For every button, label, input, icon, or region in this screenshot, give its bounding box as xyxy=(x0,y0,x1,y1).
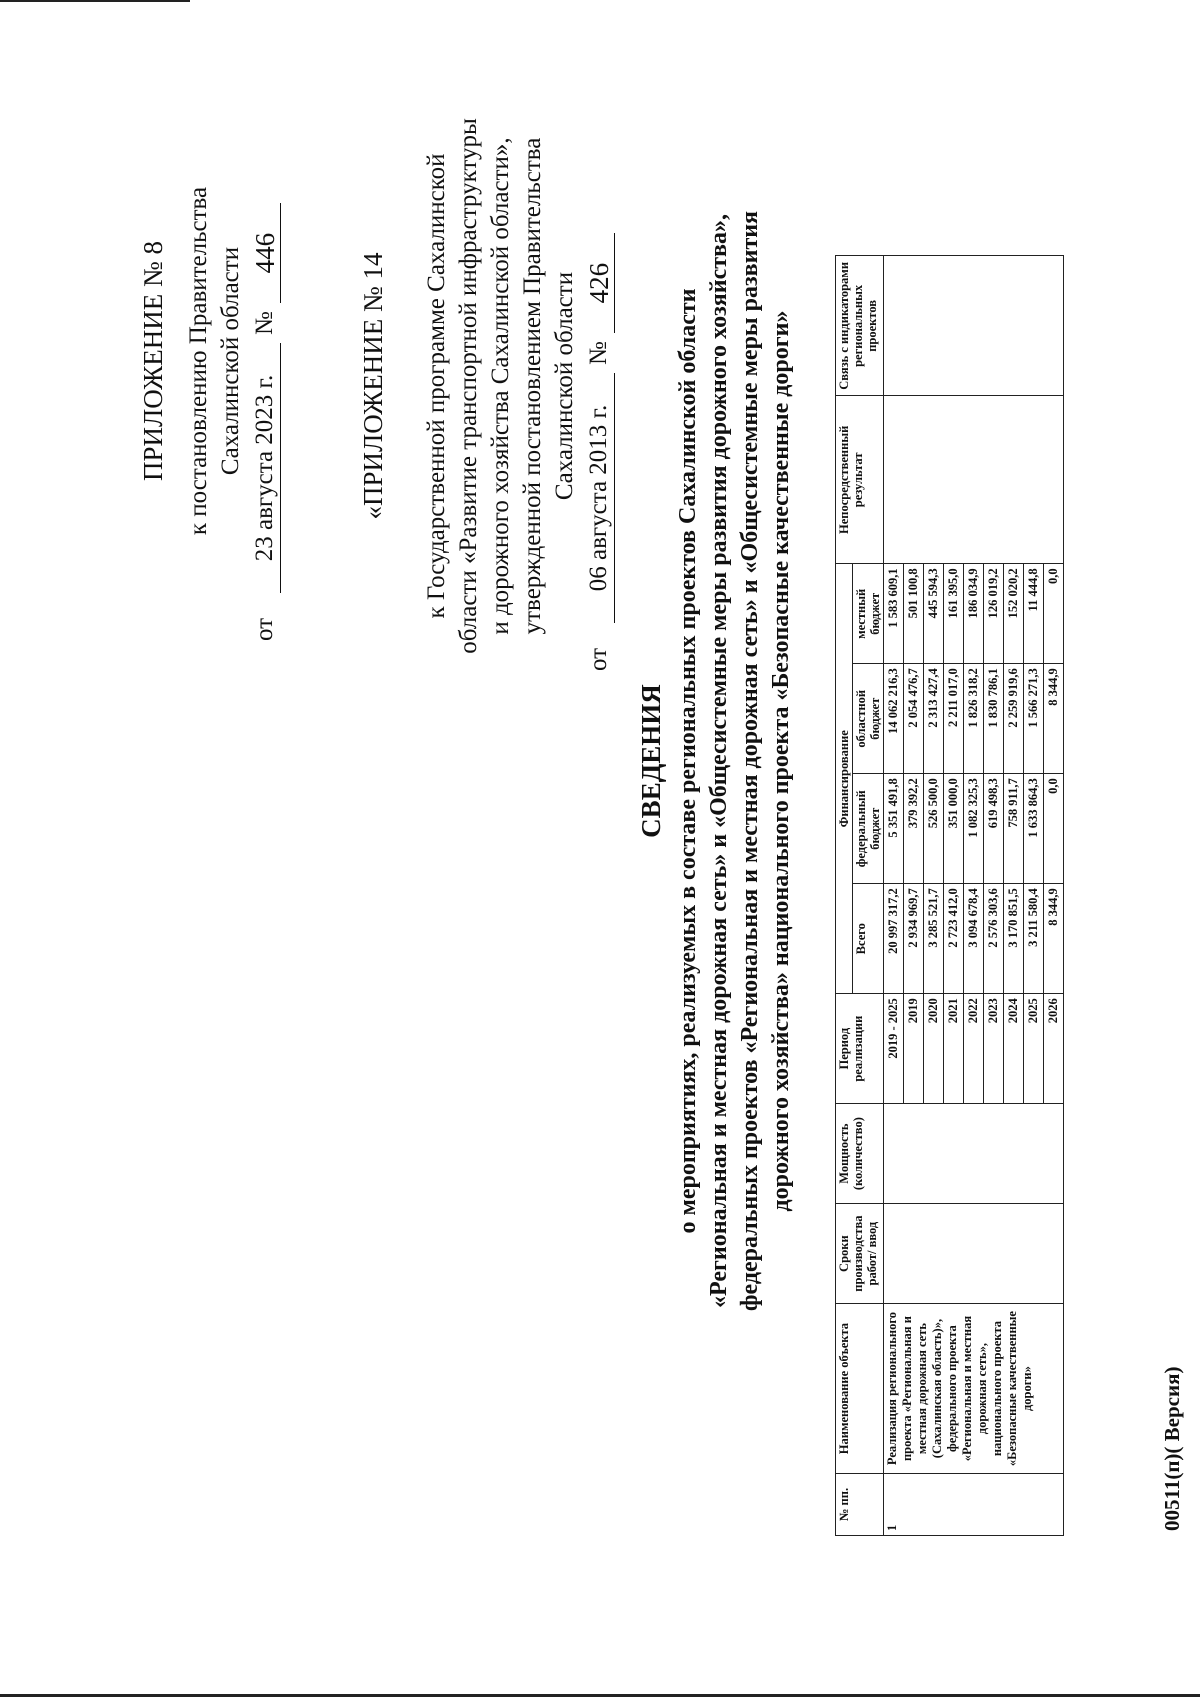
heading-title: СВЕДЕНИЯ xyxy=(636,684,666,838)
period-cell: 2022 xyxy=(964,994,984,1104)
number-label: № xyxy=(585,341,612,365)
appendix-14-date-row xyxy=(583,61,615,711)
appendix-14-line: и дорожного хозяйства Сахалинской области», xyxy=(487,137,514,635)
local-cell: 152 020,2 xyxy=(1004,564,1024,664)
federal-cell: 379 392,2 xyxy=(904,774,924,884)
result-cell xyxy=(884,396,1064,564)
total-cell: 3 285 521,7 xyxy=(924,884,944,994)
heading-line: дорожного хозяйства» национального проекта «Безопасные качественные дороги» xyxy=(768,310,794,1212)
local-cell: 0,0 xyxy=(1044,564,1064,664)
period-cell: 2023 xyxy=(984,994,1004,1104)
regional-cell: 2 313 427,4 xyxy=(924,664,944,774)
federal-cell: 1 633 864,3 xyxy=(1024,774,1044,884)
regional-cell: 8 344,9 xyxy=(1044,664,1064,774)
regional-cell: 1 566 271,3 xyxy=(1024,664,1044,774)
federal-cell: 351 000,0 xyxy=(944,774,964,884)
table-row xyxy=(884,76,904,1536)
header-federal: федеральный бюджет xyxy=(853,774,884,884)
from-label: от xyxy=(251,617,278,641)
total-cell: 20 997 317,2 xyxy=(884,884,904,994)
header-period: Период реализации xyxy=(836,994,884,1104)
heading-line: о мероприятиях, реализуемых в составе региональных проектов Сахалинской области xyxy=(675,288,701,1234)
appendix-14-line: утвержденной постановлением Правительства xyxy=(519,137,546,635)
header-no: № пп. xyxy=(836,1474,884,1536)
total-cell: 2 934 969,7 xyxy=(904,884,924,994)
row-number: 1 xyxy=(884,1474,1064,1536)
local-cell: 11 444,8 xyxy=(1024,564,1044,664)
heading-line: «Региональная и местная дорожная сеть» и «Общесистемные меры развития дорожного хозяйства», xyxy=(706,214,732,1308)
federal-cell: 526 500,0 xyxy=(924,774,944,884)
appendix-8-date: 23 августа 2023 г. xyxy=(250,343,281,593)
local-cell: 186 034,9 xyxy=(964,564,984,664)
header-local: местный бюджет xyxy=(853,564,884,664)
measures-table xyxy=(835,76,1064,1536)
terms-cell xyxy=(884,1204,1064,1304)
appendix-14-block xyxy=(357,61,615,711)
total-cell: 3 170 851,5 xyxy=(1004,884,1024,994)
appendix-8-title: ПРИЛОЖЕНИЕ № 8 xyxy=(138,240,168,482)
heading-line: федеральных проектов «Региональная и местная дорожная сеть» и «Общесистемные меры развития xyxy=(737,210,763,1312)
local-cell: 445 594,3 xyxy=(924,564,944,664)
federal-cell: 5 351 491,8 xyxy=(884,774,904,884)
capacity-cell xyxy=(884,1104,1064,1204)
header-empty xyxy=(836,76,884,256)
federal-cell: 758 911,7 xyxy=(1004,774,1024,884)
appendix-14-line: Сахалинской области xyxy=(551,271,578,501)
total-cell: 8 344,9 xyxy=(1044,884,1064,994)
regional-cell: 2 211 017,0 xyxy=(944,664,964,774)
document-heading xyxy=(636,81,797,1441)
header-financing: Финансирование xyxy=(836,564,853,994)
version-footer: 00511(п)( Версия) xyxy=(1160,1366,1184,1531)
header-regional: областной бюджет xyxy=(853,664,884,774)
local-cell: 126 019,2 xyxy=(984,564,1004,664)
appendix-14-line: к Государственной программе Сахалинской xyxy=(423,153,450,619)
period-cell: 2025 xyxy=(1024,994,1044,1104)
federal-cell: 1 082 325,3 xyxy=(964,774,984,884)
period-cell: 2020 xyxy=(924,994,944,1104)
appendix-8-number: 446 xyxy=(250,203,281,303)
regional-cell: 1 826 318,2 xyxy=(964,664,984,774)
period-cell: 2024 xyxy=(1004,994,1024,1104)
local-cell: 1 583 609,1 xyxy=(884,564,904,664)
header-capacity: Мощность (количество) xyxy=(836,1104,884,1204)
total-cell: 3 211 580,4 xyxy=(1024,884,1044,994)
appendix-14-title: «ПРИЛОЖЕНИЕ № 14 xyxy=(358,252,388,520)
appendix-8-block xyxy=(137,81,281,641)
header-name: Наименование объекта xyxy=(836,1304,884,1474)
appendix-8-line: Сахалинской области xyxy=(217,246,244,476)
period-cell: 2026 xyxy=(1044,994,1064,1104)
local-cell: 161 395,0 xyxy=(944,564,964,664)
header-result: Непосредственный результат xyxy=(836,396,884,564)
appendix-14-line: области «Развитие транспортной инфраструктуры xyxy=(455,118,482,654)
federal-cell: 0,0 xyxy=(1044,774,1064,884)
appendix-14-number: 426 xyxy=(584,233,615,333)
regional-cell: 14 062 216,3 xyxy=(884,664,904,774)
header-terms: Сроки производства работ/ ввод xyxy=(836,1204,884,1304)
total-cell: 2 723 412,0 xyxy=(944,884,964,994)
link-cell xyxy=(884,256,1064,396)
total-cell: 3 094 678,4 xyxy=(964,884,984,994)
local-cell: 501 100,8 xyxy=(904,564,924,664)
header-total: Всего xyxy=(853,884,884,994)
object-name: Реализация регионального проекта «Региональная и местная дорожная сеть (Сахалинская область)», федерального проекта «Региональная и местная дорожная сеть», национального проекта «Безопасные качественные дороги» xyxy=(884,1304,1064,1474)
appendix-8-date-row xyxy=(249,81,281,641)
federal-cell: 619 498,3 xyxy=(984,774,1004,884)
total-cell: 2 576 303,6 xyxy=(984,884,1004,994)
regional-cell: 2 259 919,6 xyxy=(1004,664,1024,774)
period-cell: 2021 xyxy=(944,994,964,1104)
appendix-8-line: к постановлению Правительства xyxy=(185,186,212,536)
appendix-14-date: 06 августа 2013 г. xyxy=(584,373,615,623)
period-cell: 2019 xyxy=(904,994,924,1104)
from-label: от xyxy=(585,647,612,671)
number-label: № xyxy=(251,311,278,335)
regional-cell: 1 830 786,1 xyxy=(984,664,1004,774)
period-cell: 2019 - 2025 xyxy=(884,994,904,1104)
regional-cell: 2 054 476,7 xyxy=(904,664,924,774)
header-link: Связь с индикаторами региональных проектов xyxy=(836,256,884,396)
